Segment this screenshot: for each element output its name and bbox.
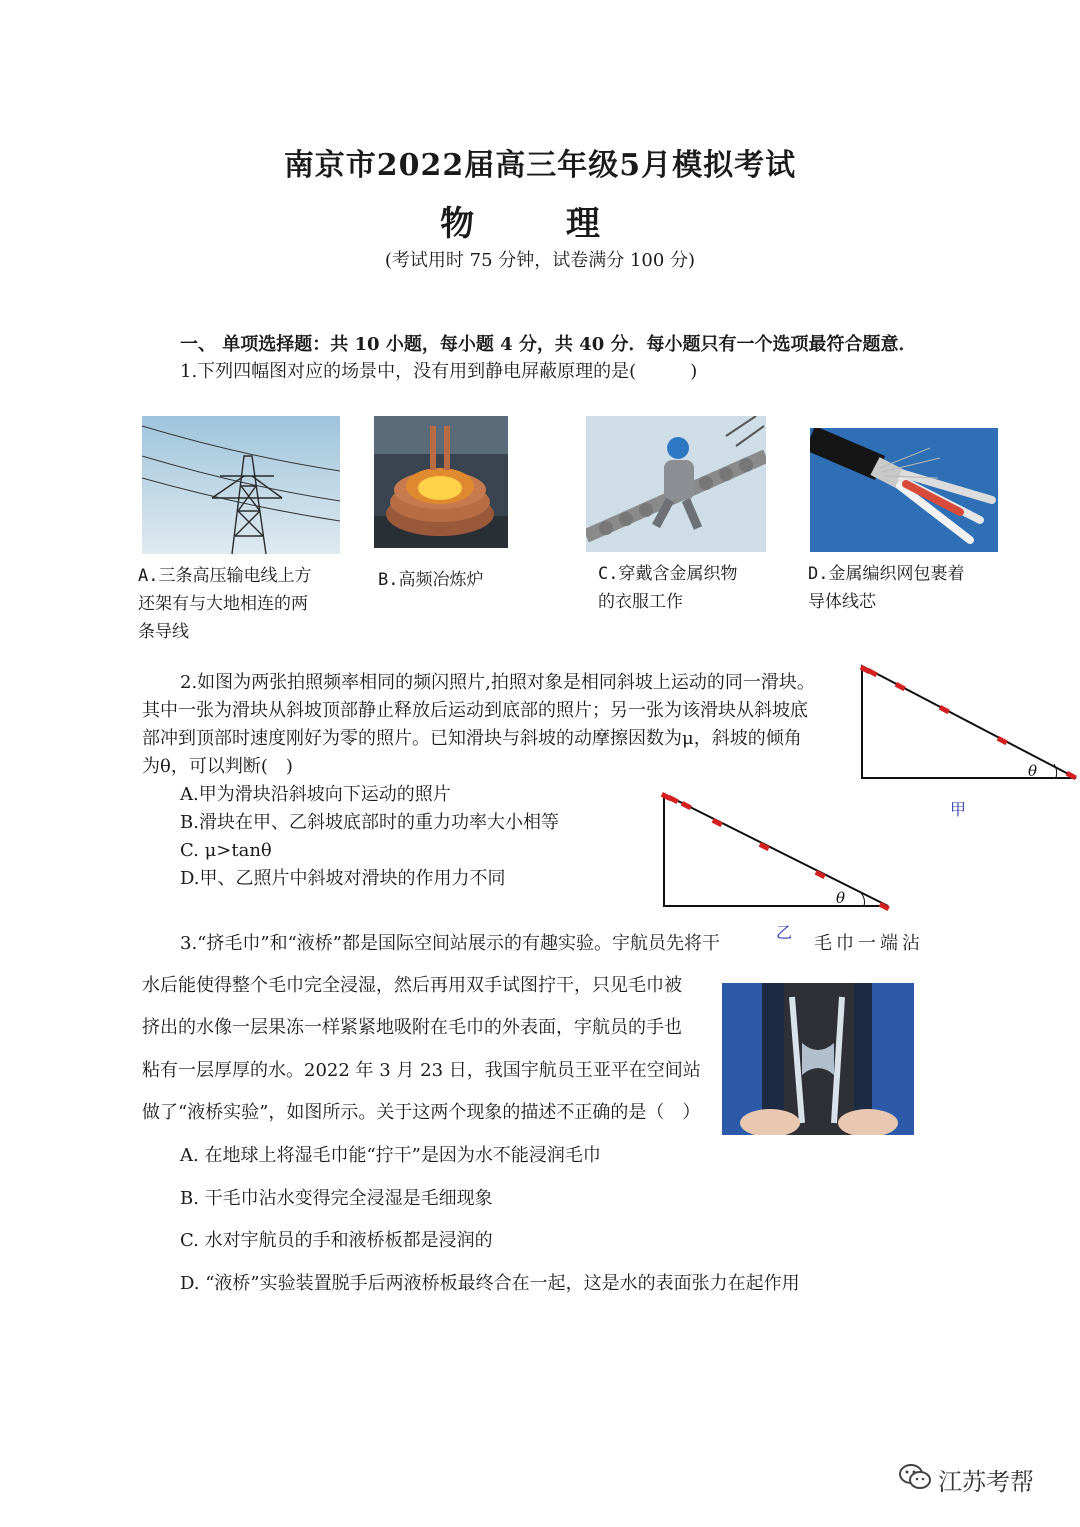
q1-caption-a-line2: 还架有与大地相连的两 — [138, 594, 308, 614]
exam-title: 南京市2022届高三年级5月模拟考试 — [283, 148, 797, 183]
shielded-cable-photo — [810, 428, 998, 552]
q3-line4: 粘有一层厚厚的水。2022 年 3 月 23 日，我国宇航员王亚平在空间站 — [142, 1060, 701, 1081]
theta-label-jia: θ — [1028, 762, 1038, 780]
incline-diagram-yi — [660, 788, 892, 912]
lineworker-photo — [586, 416, 766, 552]
q3-line1a: 3.“挤毛巾”和“液桥”都是国际空间站展示的有趣实验。宇航员先将干 — [180, 933, 720, 954]
furnace-photo — [374, 416, 508, 548]
q2-option-b: B.滑块在甲、乙斜坡底部时的重力功率大小相等 — [180, 812, 559, 833]
q3-option-a: A. 在地球上将湿毛巾能“拧干”是因为水不能浸润毛巾 — [180, 1145, 601, 1166]
section-heading: 一、 单项选择题：共 10 小题，每小题 4 分，共 40 分．每小题只有一个选项最符合题意． — [180, 334, 917, 355]
incline-diagram-jia — [858, 660, 1080, 786]
q2-option-c: C. μ>tanθ — [180, 840, 272, 861]
brand-watermark: 江苏考帮 — [938, 1468, 1034, 1496]
q2-line4: 为θ，可以判断( ) — [142, 756, 293, 777]
q3-line1b: 毛巾一端沾 — [814, 933, 924, 954]
q3-option-d: D. “液桥”实验装置脱手后两液桥板最终合在一起，这是水的表面张力在起作用 — [180, 1273, 800, 1294]
q1-caption-a-line1: A.三条高压输电线上方 — [138, 566, 312, 586]
label-yi: 乙 — [776, 923, 793, 942]
q3-line3: 挤出的水像一层果冻一样紧紧地吸附在毛巾的外表面，宇航员的手也 — [142, 1017, 682, 1038]
q2-line1: 2.如图为两张拍照频率相同的频闪照片,拍照对象是相同斜坡上运动的同一滑块。 — [180, 672, 815, 693]
q2-option-d: D.甲、乙照片中斜坡对滑块的作用力不同 — [180, 868, 506, 889]
q2-line3: 部冲到顶部时速度刚好为零的照片。已知滑块与斜坡的动摩擦因数为μ，斜坡的倾角 — [142, 728, 802, 749]
q3-option-b: B. 干毛巾沾水变得完全浸湿是毛细现象 — [180, 1188, 493, 1209]
liquid-bridge-photo — [722, 983, 914, 1135]
subject-title: 物 理 — [440, 204, 640, 244]
q1-caption-b: B.高频冶炼炉 — [378, 570, 484, 590]
q1-caption-a-line3: 条导线 — [138, 622, 189, 642]
label-jia: 甲 — [950, 800, 967, 819]
q2-line2: 其中一张为滑块从斜坡顶部静止释放后运动到底部的照片；另一张为该滑块从斜坡底 — [142, 700, 808, 721]
q3-line2: 水后能使得整个毛巾完全浸湿，然后再用双手试图拧干，只见毛巾被 — [142, 975, 682, 996]
q3-line5: 做了“液桥实验”，如图所示。关于这两个现象的描述不正确的是（ ） — [142, 1102, 701, 1123]
q1-caption-d-line2: 导体线芯 — [808, 592, 876, 612]
theta-label-yi: θ — [836, 889, 846, 907]
q1-caption-c-line1: C.穿戴含金属织物 — [598, 564, 738, 584]
q1-caption-c-line2: 的衣服工作 — [598, 592, 683, 612]
q2-option-a: A.甲为滑块沿斜坡向下运动的照片 — [180, 784, 451, 805]
q1-stem: 1.下列四幅图对应的场景中，没有用到静电屏蔽原理的是( ) — [180, 361, 698, 382]
q3-option-c: C. 水对宇航员的手和液桥板都是浸润的 — [180, 1230, 493, 1251]
power-tower-photo — [142, 416, 340, 554]
exam-info: (考试用时 75 分钟，试卷满分 100 分) — [384, 250, 696, 271]
wechat-icon — [898, 1462, 932, 1492]
q1-caption-d-line1: D.金属编织网包裹着 — [808, 564, 965, 584]
